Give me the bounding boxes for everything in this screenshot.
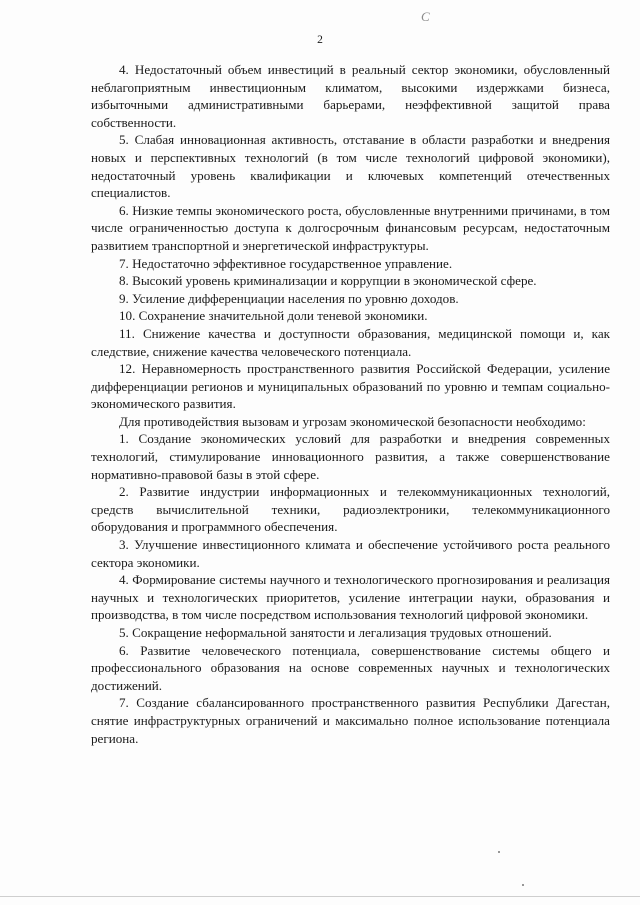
paragraph: 3. Улучшение инвестиционного климата и обеспечение устойчивого роста реального сектора экономики. — [91, 537, 610, 570]
paragraph: 9. Усиление дифференциации населения по уровню доходов. — [119, 290, 459, 306]
paragraph: 10. Сохранение значительной доли теневой экономики. — [119, 308, 428, 324]
paragraph: 2. Развитие индустрии информационных и телекоммуникационных технологий, средств вычислительной техники, радиоэлектроники, телекоммуникационного оборудования и программного обеспечения. — [91, 484, 610, 535]
scan-speck — [498, 851, 500, 853]
handwritten-mark: C — [421, 9, 430, 24]
scan-speck — [522, 884, 524, 886]
paragraph: 7. Недостаточно эффективное государственное управление. — [119, 255, 453, 271]
paragraph: 4. Недостаточный объем инвестиций в реальный сектор экономики, обусловленный неблагоприятным инвестиционным климатом, высокими издержками бизнеса, избыточными административными барьерами, неэффективной защитой права собственности. — [91, 62, 610, 130]
paragraph: 5. Слабая инновационная активность, отставание в области разработки и внедрения новых и перспективных технологий (в том числе технологий цифровой экономики), недостаточный уровень квалификации и ключевых компетенций отечественных специалистов. — [91, 132, 610, 201]
paragraph: 7. Создание сбалансированного пространственного развития Республики Дагестан, снятие инфраструктурных ограничений и максимально полное использование потенциала региона. — [91, 695, 610, 746]
paragraph: 5. Сокращение неформальной занятости и легализация трудовых отношений. — [119, 625, 552, 640]
paragraph: 4. Формирование системы научного и технологического прогнозирования и реализация научных и технологических приоритетов, усиление интеграции науки, образования и производства, в том числе посредством использования технологий цифровой экономики. — [91, 572, 610, 623]
paragraph: 6. Развитие человеческого потенциала, совершенствование системы общего и профессионального образования на основе современных научных и технологических достижений. — [91, 642, 610, 693]
document-body — [91, 61, 610, 747]
paragraph: 6. Низкие темпы экономического роста, обусловленные внутренними причинами, в том числе ограниченностью доступа к долгосрочным финансовым ресурсам, недостаточным развитием транспортной и энергетической инфраструктуры. — [91, 202, 610, 253]
paragraph: Для противодействия вызовам и угрозам экономической безопасности необходимо: — [119, 413, 586, 429]
page-number: 2 — [317, 34, 323, 46]
paragraph: 8. Высокий уровень криминализации и коррупции в экономической сфере. — [119, 273, 537, 289]
paragraph: 12. Неравномерность пространственного развития Российской Федерации, усиление дифференциации регионов и муниципальных образований по уровню и темпам социально-экономического развития. — [91, 361, 610, 412]
scan-edge — [0, 896, 640, 897]
paragraph: 1. Создание экономических условий для разработки и внедрения современных технологий, стимулирование инновационного развития, а также совершенствование нормативно-правовой базы в этой сфере. — [91, 431, 610, 482]
paragraph: 11. Снижение качества и доступности образования, медицинской помощи и, как следствие, снижение качества человеческого потенциала. — [91, 325, 610, 359]
